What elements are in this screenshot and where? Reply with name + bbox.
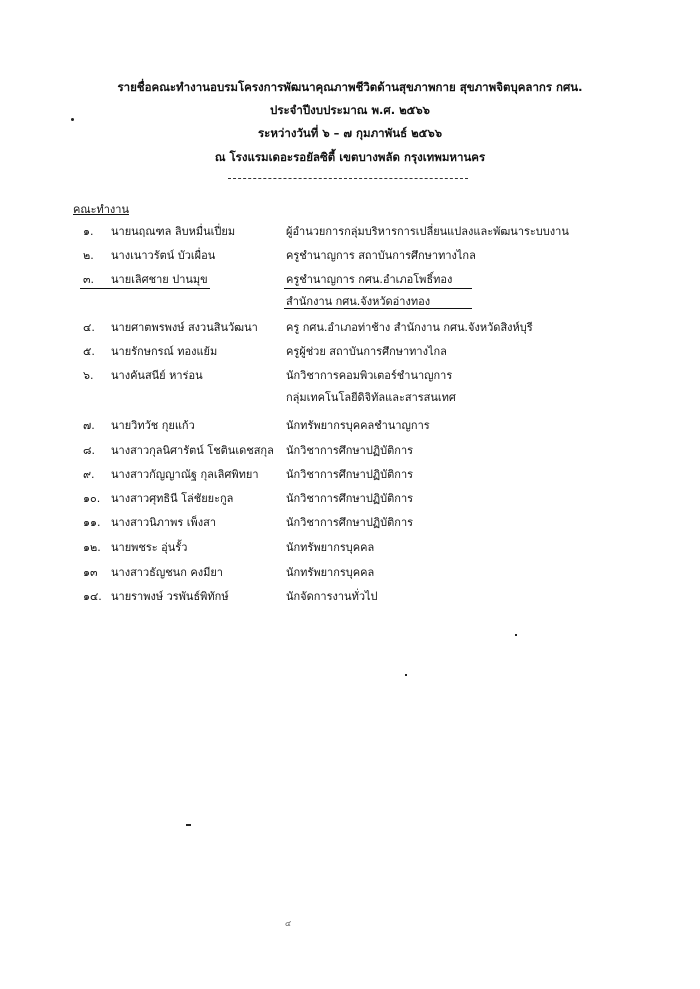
member-name: นางคันสนีย์ หาร่อน	[111, 369, 203, 382]
scan-speck	[186, 824, 191, 826]
member-name: นายราพงษ์ วรพันธ์พิทักษ์	[111, 590, 229, 603]
member-role: นักวิชาการศึกษาปฏิบัติการ	[286, 492, 414, 505]
member-name: นางสาวนิภาพร เพ็งสา	[111, 516, 217, 529]
role-underline	[284, 308, 472, 309]
member-role: นักทรัพยากรบุคคล	[286, 541, 375, 554]
member-number: ๙.	[83, 468, 95, 481]
member-number: ๗.	[83, 419, 95, 432]
member-role: ครูชำนาญการ กศน.อำเภอโพธิ์ทอง	[286, 273, 453, 286]
member-role-line2: สำนักงาน กศน.จังหวัดอ่างทอง	[286, 295, 431, 308]
header-dates: ระหว่างวันที่ ๖ – ๗ กุมภาพันธ์ ๒๕๖๖	[257, 126, 442, 140]
member-name: นางสาวศุทธินี โล่ชัยยะกูล	[111, 492, 234, 505]
member-row	[0, 489, 700, 509]
role-underline	[284, 288, 472, 289]
scan-speck	[405, 674, 407, 676]
member-name: นายเลิศชาย ปานมุข	[111, 273, 208, 286]
member-row	[0, 416, 700, 436]
member-row	[0, 513, 700, 533]
name-underline	[80, 288, 210, 289]
header-fiscal-year: ประจำปีงบประมาณ พ.ศ. ๒๕๖๖	[270, 103, 430, 117]
member-role: นักวิชาการศึกษาปฏิบัติการ	[286, 444, 414, 457]
member-role: ครูผู้ช่วย สถาบันการศึกษาทางไกล	[286, 345, 447, 358]
member-name: นางสาวธัญชนก คงมียา	[111, 566, 223, 579]
member-role: นักทรัพยากรบุคคล	[286, 566, 375, 579]
member-name: นายวิทวัช กุยแก้ว	[111, 419, 195, 432]
member-name: นายรักษกรณ์ ทองแย้ม	[111, 345, 218, 358]
member-role: ครูชำนาญการ สถาบันการศึกษาทางไกล	[286, 249, 476, 262]
member-role-continuation	[0, 292, 700, 312]
member-row	[0, 441, 700, 461]
page-mark: ๔	[285, 919, 292, 928]
member-number: ๑.	[83, 225, 94, 238]
header-divider	[228, 178, 468, 179]
member-name: นางสาวกุลนิศารัตน์ โชตินเดชสกุล	[111, 444, 274, 457]
member-role-continuation	[0, 388, 700, 408]
member-role: ครู กศน.อำเภอท่าช้าง สำนักงาน กศน.จังหวัดสิงห์บุรี	[286, 321, 533, 334]
member-number: ๑๒.	[83, 541, 101, 554]
member-name: นางเนาวรัตน์ บัวเผื่อน	[111, 249, 216, 262]
member-role-line2: กลุ่มเทคโนโลยีดิจิทัลและสารสนเทศ	[286, 391, 456, 404]
member-row	[0, 366, 700, 386]
scan-speck	[71, 118, 74, 121]
member-row	[0, 587, 700, 607]
member-role: นักจัดการงานทั่วไป	[286, 590, 378, 603]
member-name: นายนฤณฑล ลิบหมื่นเปี่ยม	[111, 225, 236, 238]
member-number: ๒.	[83, 249, 94, 262]
member-row	[0, 270, 700, 290]
member-row	[0, 318, 700, 338]
member-row	[0, 563, 700, 583]
member-row	[0, 465, 700, 485]
member-name: นายพชระ อุ่นรั้ว	[111, 541, 188, 554]
member-role: นักทรัพยากรบุคคลชำนาญการ	[286, 419, 430, 432]
member-role: นักวิชาการศึกษาปฏิบัติการ	[286, 468, 414, 481]
member-row	[0, 342, 700, 362]
member-row	[0, 538, 700, 558]
member-number: ๓.	[83, 273, 95, 286]
member-number: ๑๐.	[83, 492, 101, 505]
member-number: ๘.	[83, 444, 95, 457]
member-number: ๑๑.	[83, 516, 101, 529]
member-row	[0, 222, 700, 242]
member-role: ผู้อำนวยการกลุ่มบริหารการเปลี่ยนแปลงและพัฒนาระบบงาน	[286, 225, 569, 238]
member-name: นางสาวกัญญาณัฐ กุลเลิศพิทยา	[111, 468, 259, 481]
section-title-working-group: คณะทำงาน	[73, 203, 129, 216]
member-number: ๖.	[83, 369, 94, 382]
member-role: นักวิชาการคอมพิวเตอร์ชำนาญการ	[286, 369, 453, 382]
member-number: ๑๔.	[83, 590, 102, 603]
member-number: ๕.	[83, 345, 95, 358]
scan-speck	[515, 634, 517, 636]
member-role: นักวิชาการศึกษาปฏิบัติการ	[286, 516, 414, 529]
member-number: ๔.	[83, 321, 95, 334]
member-row	[0, 246, 700, 266]
member-name: นายศาตพรพงษ์ สงวนสินวัฒนา	[111, 321, 258, 334]
member-number: ๑๓	[83, 566, 98, 579]
header-title-line1: รายชื่อคณะทำงานอบรมโครงการพัฒนาคุณภาพชีวิตด้านสุขภาพกาย สุขภาพจิตบุคลากร กศน.	[117, 80, 583, 94]
header-venue: ณ โรงแรมเดอะรอยัลซิตี้ เขตบางพลัด กรุงเทพมหานคร	[214, 150, 486, 164]
